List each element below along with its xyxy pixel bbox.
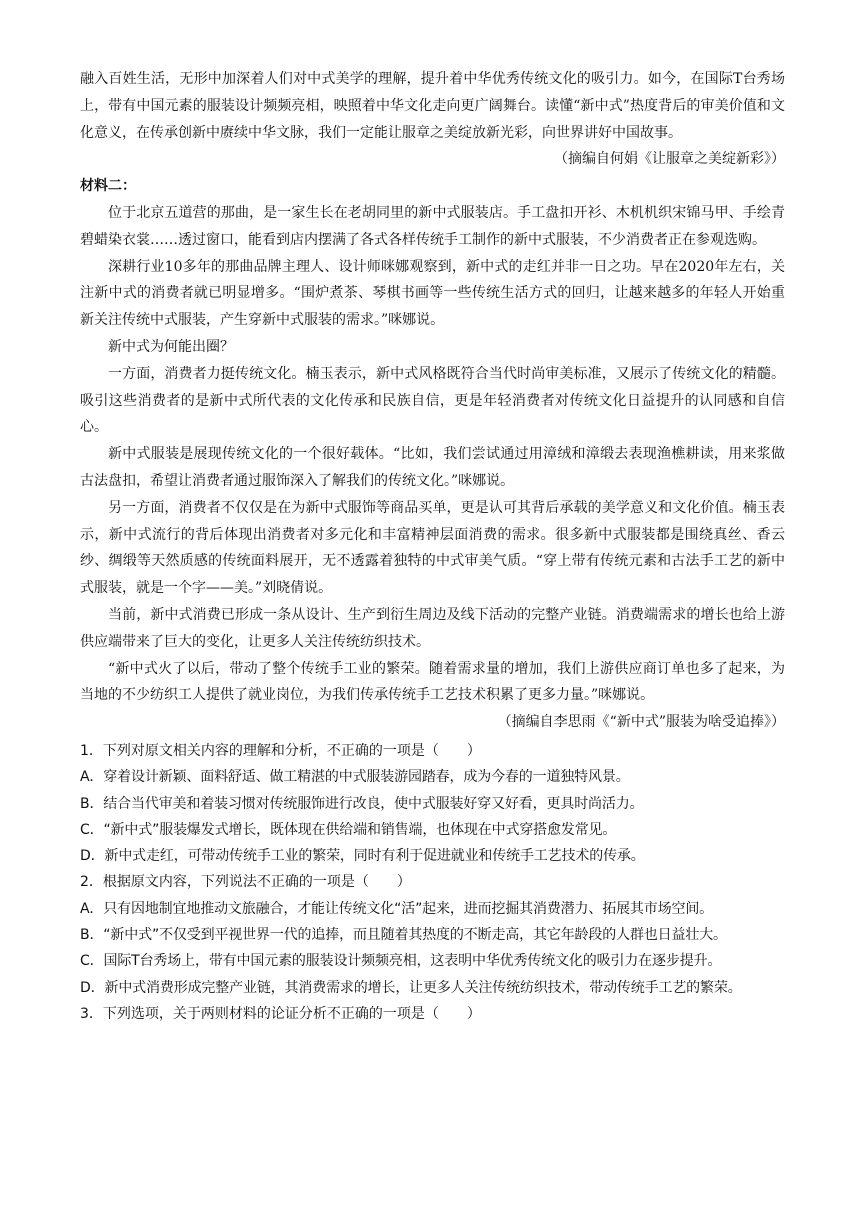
question-1-option-a: A．穿着设计新颖、面料舒适、做工精湛的中式服装游园踏春，成为今春的一道独特风景。	[80, 769, 630, 786]
material2-paragraph: 一方面，消费者力挺传统文化。楠玉表示，新中式风格既符合当代时尚审美标准，又展示了传统文化的精髓。吸引这些消费者的是新中式所代表的文化传承和民族自信，更是年轻消费者对传统文化日益提升的认同感和自信心。	[80, 365, 785, 436]
material1-source-citation: （摘编自何娟《让服章之美绽新彩》）	[554, 151, 785, 168]
question-2-option-b: B．“新中式”不仅受到平视世界一代的追捧，而且随着其热度的不断走高，其它年龄段的人群也日益壮大。	[80, 927, 727, 943]
question-list	[80, 738, 785, 1027]
question-1-option-b: B．结合当代审美和着装习惯对传统服饰进行改良，使中式服装好穿又好看，更具时尚活力。	[80, 795, 644, 812]
question-2-option-a: A．只有因地制宜地推动文旅融合，才能让传统文化“活”起来，进而挖掘其消费潜力、拓展其市场空间。	[80, 900, 714, 917]
material2-heading: 材料二：	[80, 178, 136, 195]
material2-paragraph: 新中式为何能出圈？	[108, 338, 234, 355]
question-1-option-c: C．“新中式”服装爆发式增长，既体现在供给端和销售端，也体现在中式穿搭愈发常见。	[80, 821, 617, 838]
question-1-option-d: D．新中式走红，可带动传统手工业的繁荣，同时有利于促进就业和传统手工艺技术的传承。	[80, 848, 645, 865]
material2-paragraph: 当前，新中式消费已形成一条从设计、生产到衍生周边及线下活动的完整产业链。消费端需求的增长也给上游供应端带来了巨大的变化，让更多人关注传统纺织技术。	[80, 606, 785, 650]
material2-paragraph: “新中式火了以后，带动了整个传统手工业的繁荣。随着需求量的增加，我们上游供应商订单也多了起来，为当地的不少纺织工人提供了就业岗位，为我们传承传统手工艺技术积累了更多力量。”咪娜说。	[80, 660, 785, 704]
material2-paragraph: 位于北京五道营的那曲，是一家生长在老胡同里的新中式服装店。手工盘扣开衫、木机机织宋锦马甲、手绘青碧蜡染衣裳……透过窗口，能看到店内摆满了各式各样传统手工制作的新中式服装，不少消费者正在参观选购。	[80, 204, 785, 248]
exam-page	[80, 66, 785, 1027]
question-2-option-d: D．新中式消费形成完整产业链，其消费需求的增长，让更多人关注传统纺织技术，带动传统手工艺的繁荣。	[80, 979, 742, 996]
material1-continuation-paragraph: 融入百姓生活，无形中加深着人们对中式美学的理解，提升着中华优秀传统文化的吸引力。如今，在国际T台秀场上，带有中国元素的服装设计频频亮相，映照着中华文化走向更广阔舞台。读懂“新中式”热度背后的审美价值和文化意义，在传承创新中赓续中华文脉，我们一定能让服章之美绽放新光彩，向世界讲好中国故事。	[80, 71, 785, 141]
question-1-stem: 1．下列对原文相关内容的理解和分析，不正确的一项是（ ）	[80, 742, 481, 759]
question-3-stem: 3．下列选项，关于两则材料的论证分析不正确的一项是（ ）	[80, 1005, 481, 1022]
question-2-option-c: C．国际T台秀场上，带有中国元素的服装设计频频亮相，这表明中华优秀传统文化的吸引力在逐步提升。	[80, 953, 722, 970]
material2-paragraph: 另一方面，消费者不仅仅是在为新中式服饰等商品买单，更是认可其背后承载的美学意义和文化价值。楠玉表示，新中式流行的背后体现出消费者对多元化和丰富精神层面消费的需求。很多新中式服装都是围绕真丝、香云纱、绸缎等天然质感的传统面料展开，无不透露着独特的中式审美气质。“穿上带有传统元素和古法手工艺的新中式服装，就是一个字——美。”刘晓倩说。	[80, 499, 785, 597]
material2-paragraph: 新中式服装是展现传统文化的一个很好载体。“比如，我们尝试通过用漳绒和漳缎去表现渔樵耕读，用来浆做古法盘扣，希望让消费者通过服饰深入了解我们的传统文化。”咪娜说。	[80, 446, 785, 489]
material2-source-citation: （摘编自李思雨《“新中式”服装为啥受追捧》）	[497, 714, 785, 731]
question-2-stem: 2．根据原文内容，下列说法不正确的一项是（ ）	[80, 874, 411, 891]
material2-paragraph: 深耕行业10多年的那曲品牌主理人、设计师咪娜观察到，新中式的走红并非一日之功。早在2020年左右，关注新中式的消费者就已明显增多。“围炉煮茶、琴棋书画等一些传统生活方式的回归，让越来越多的年轻人开始重新关注传统中式服装，产生穿新中式服装的需求。”咪娜说。	[80, 258, 785, 329]
